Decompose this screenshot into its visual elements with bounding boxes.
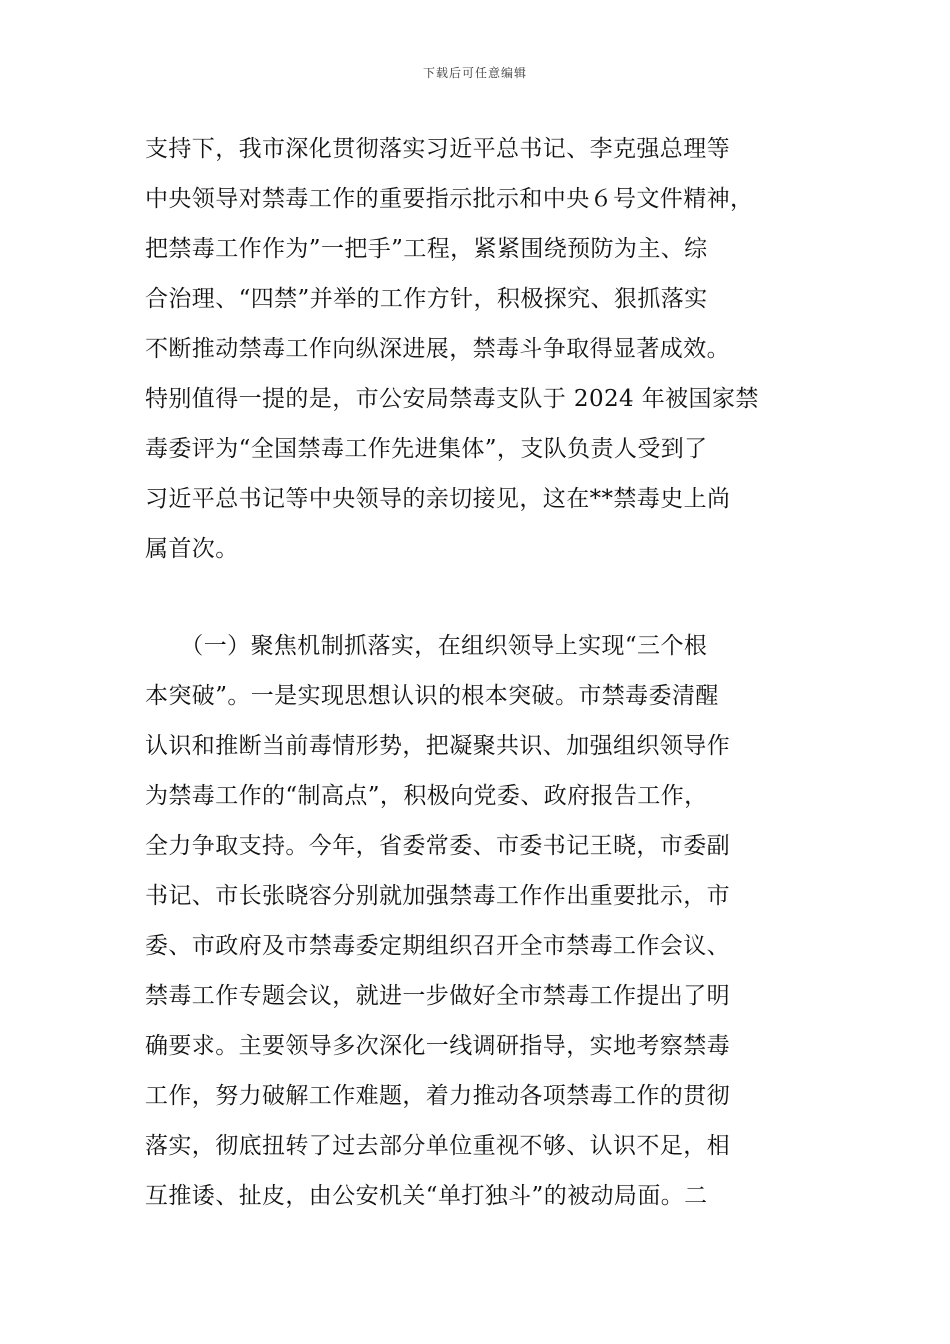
body-text-line: 互推诿、扯皮，由公安机关“单打独斗”的被动局面。二 <box>145 1183 708 1209</box>
body-text-line: 认识和推断当前毒情形势，把凝聚共识、加强组织领导作 <box>145 733 730 759</box>
body-text-line: 书记、市长张晓容分别就加强禁毒工作作出重要批示，市 <box>145 883 730 909</box>
body-text-line: 属首次。 <box>145 536 239 562</box>
body-text-line: 中央领导对禁毒工作的重要指示批示和中央６号文件精神， <box>145 186 754 212</box>
body-text-line: 毒委评为“全国禁毒工作先进集体”，支队负责人受到了 <box>145 436 708 462</box>
body-text-line: 工作，努力破解工作难题，着力推动各项禁毒工作的贯彻 <box>145 1083 730 1109</box>
body-text-line: 习近平总书记等中央领导的亲切接见，这在**禁毒史上尚 <box>145 486 731 512</box>
body-text-line: 不断推动禁毒工作向纵深进展，禁毒斗争取得显著成效。 <box>145 336 730 362</box>
body-text-line: 特别值得一提的是，市公安局禁毒支队于 2024 年被国家禁 <box>145 386 759 412</box>
body-text-line: 合治理、“四禁”并举的工作方针，积极探究、狠抓落实 <box>145 286 708 312</box>
body-text-line: 确要求。主要领导多次深化一线调研指导，实地考察禁毒 <box>145 1033 730 1059</box>
body-text-line: 委、市政府及市禁毒委定期组织召开全市禁毒工作会议、 <box>145 933 730 959</box>
body-text-line: 把禁毒工作作为”一把手”工程，紧紧围绕预防为主、综 <box>145 236 708 262</box>
body-text-line: 本突破”。一是实现思想认识的根本突破。市禁毒委清醒 <box>145 683 719 709</box>
page-header-note: 下载后可任意编辑 <box>422 66 527 80</box>
body-text-line: 支持下，我市深化贯彻落实习近平总书记、李克强总理等 <box>145 136 730 162</box>
body-text-line: 全力争取支持。今年，省委常委、市委书记王晓，市委副 <box>145 833 730 859</box>
body-text-line: 为禁毒工作的“制高点”，积极向党委、政府报告工作， <box>145 783 708 809</box>
body-text-line: 禁毒工作专题会议，就进一步做好全市禁毒工作提出了明 <box>145 983 730 1009</box>
body-text-line: 落实，彻底扭转了过去部分单位重视不够、认识不足，相 <box>145 1133 730 1159</box>
section-heading-line: （一）聚焦机制抓落实，在组织领导上实现“三个根 <box>145 633 708 659</box>
